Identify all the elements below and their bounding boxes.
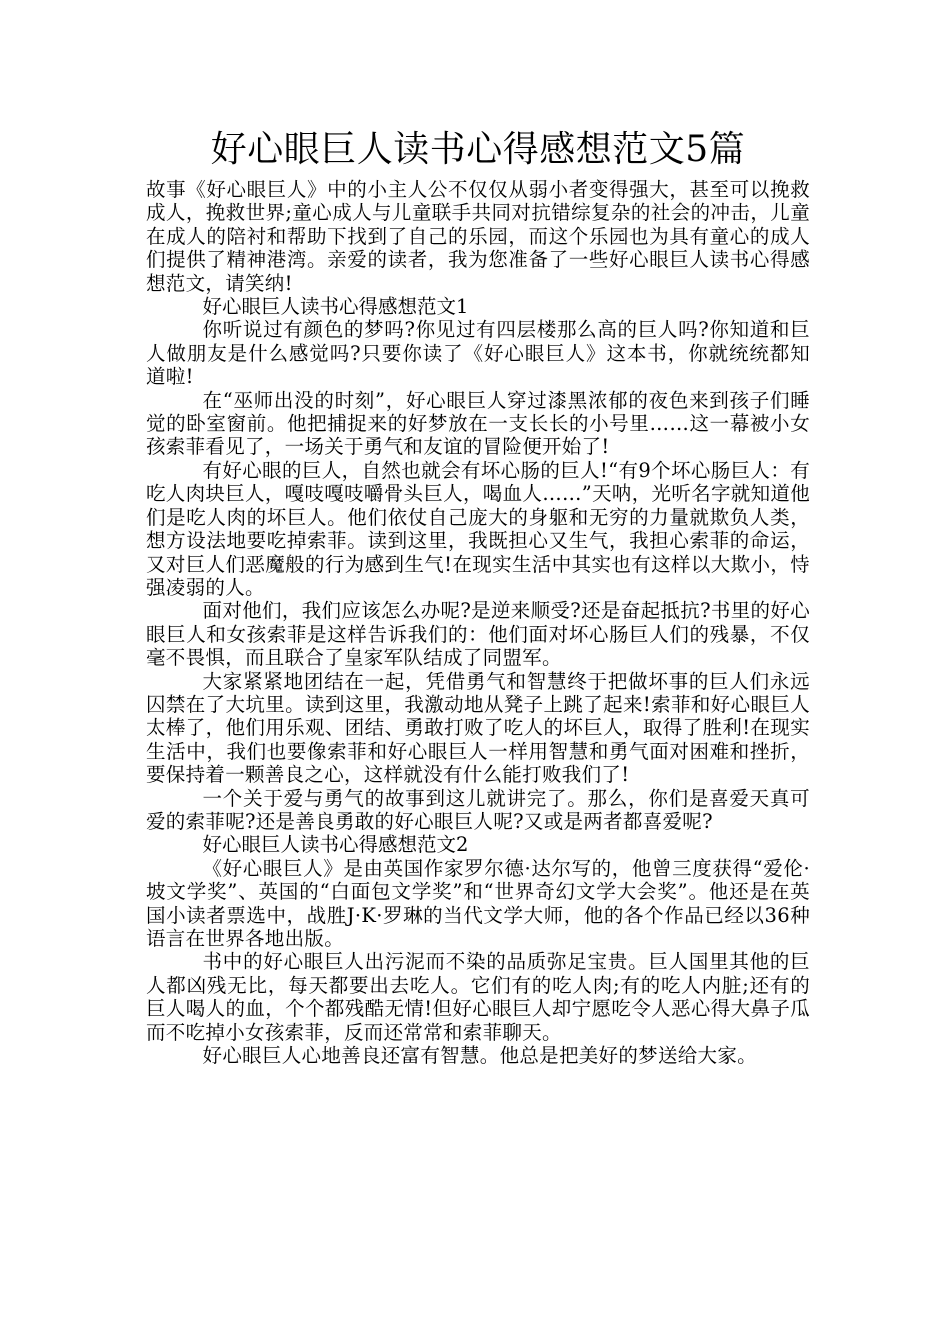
section-heading-1: 好心眼巨人读书心得感想范文1 [202, 295, 469, 319]
body-paragraph: 你听说过有颜色的梦吗?你见过有四层楼那么高的巨人吗?你知道和巨人做朋友是什么感觉吗?只要你读了《好心眼巨人》这本书，你就统统都知道啦! [146, 318, 810, 389]
document-page [146, 124, 810, 1067]
body-paragraph: 在“巫师出没的时刻”，好心眼巨人穿过漆黑浓郁的夜色来到孩子们睡觉的卧室窗前。他把捕捉来的好梦放在一支长长的小号里……这一幕被小女孩索菲看见了，一场关于勇气和友谊的冒险便开始了! [146, 388, 810, 459]
body-paragraph: 《好心眼巨人》是由英国作家罗尔德·达尔写的，他曾三度获得“爱伦·坡文学奖”、英国的“白面包文学奖”和“世界奇幻文学大会奖”。他还是在英国小读者票选中，战胜J·K·罗琳的当代文学大师，他的各个作品已经以36种语言在世界各地出版。 [146, 856, 810, 950]
body-paragraph: 有好心眼的巨人，自然也就会有坏心肠的巨人!“有9个坏心肠巨人：有吃人肉块巨人，嘎吱嘎吱嚼骨头巨人，喝血人……”天呐，光听名字就知道他们是吃人肉的坏巨人。他们依仗自己庞大的身躯和无穷的力量就欺负人类，想方设法地要吃掉索菲。读到这里，我既担心又生气，我担心索菲的命运，又对巨人们恶魔般的行为感到生气!在现实生活中其实也有这样以大欺小，恃强凌弱的人。 [146, 458, 810, 599]
body-paragraph: 面对他们，我们应该怎么办呢?是逆来顺受?还是奋起抵抗?书里的好心眼巨人和女孩索菲是这样告诉我们的：他们面对坏心肠巨人们的残暴，不仅毫不畏惧，而且联合了皇家军队结成了同盟军。 [146, 599, 810, 670]
document-title: 好心眼巨人读书心得感想范文5篇 [210, 129, 746, 170]
body-paragraph: 大家紧紧地团结在一起，凭借勇气和智慧终于把做坏事的巨人们永远囚禁在了大坑里。读到这里，我激动地从凳子上跳了起来!索菲和好心眼巨人太棒了，他们用乐观、团结、勇敢打败了吃人的坏巨人，取得了胜利!在现实生活中，我们也要像索菲和好心眼巨人一样用智慧和勇气面对困难和挫折，要保持着一颗善良之心，这样就没有什么能打败我们了! [146, 669, 810, 787]
intro-paragraph: 故事《好心眼巨人》中的小主人公不仅仅从弱小者变得强大，甚至可以挽救成人，挽救世界;童心成人与儿童联手共同对抗错综复杂的社会的冲击，儿童在成人的陪衬和帮助下找到了自己的乐园，而这个乐园也为具有童心的成人们提供了精神港湾。亲爱的读者，我为您准备了一些好心眼巨人读书心得感想范文，请笑纳! [146, 178, 810, 295]
body-paragraph: 好心眼巨人心地善良还富有智慧。他总是把美好的梦送给大家。 [202, 1044, 757, 1068]
body-paragraph: 一个关于爱与勇气的故事到这儿就讲完了。那么，你们是喜爱天真可爱的索菲呢?还是善良勇敢的好心眼巨人呢?又或是两者都喜爱呢? [146, 786, 810, 833]
section-heading-2: 好心眼巨人读书心得感想范文2 [202, 833, 469, 857]
body-paragraph: 书中的好心眼巨人出污泥而不染的品质弥足宝贵。巨人国里其他的巨人都凶残无比，每天都要出去吃人。它们有的吃人肉;有的吃人内脏;还有的巨人喝人的血，个个都残酷无情!但好心眼巨人却宁愿吃令人恶心得大鼻子瓜而不吃掉小女孩索菲，反而还常常和索菲聊天。 [146, 950, 810, 1044]
